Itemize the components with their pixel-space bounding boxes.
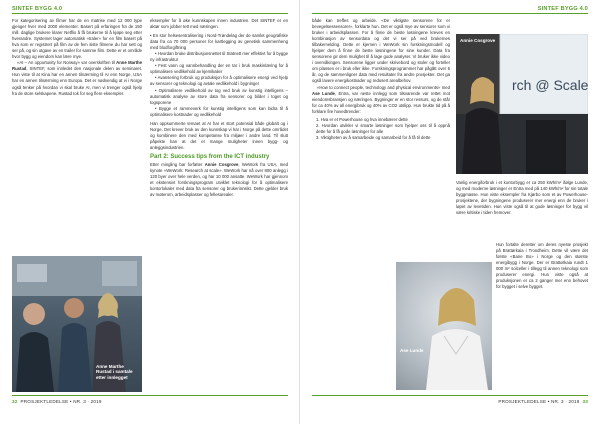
right-header-rule [312,13,588,14]
numbered-list [312,117,450,141]
bullet-item: • Avansering forbruk og produksjon for å optimalisere energi ved hjelp av sensorer og teknologi og avtale vedlikehold i bygninger [150,75,288,87]
speaker-name: Anne Marthe Rustad [12,60,142,72]
numbered-item: 3. Viktigheten av å samarbeide og samarbeid for å få til dette [316,134,431,140]
article-paragraph: For kategorisering av filmer har de en matrise med 12 000 type gjenger hver med 2000 elementer. Basert på erfaringen fra de 150 mill. daglige brukere klarer Netflix å få brukerne til å kjøpe seg etter hverandre. Systemet lager automatisk «traler» for en film basert på hva som er registrert på film av de fem siste filmene du har sett og ser på, og sin utgave av en trailer for samme film. Dette er et område hvor bygg og eiendom kan lære mye. [12,18,142,60]
article-paragraph: Vanlig energiforbruk i et kontorbygg er ca 250 kWh/m² ifølge Lunde, og med moderne løsninger er Entra med på 140 kWh/m² for sin totale byggmasse. Hun viste eksempler fra Kjørbo som et av Powerhouse-prosjektene, der bygningene produserer mer energi enn de bruker i løpet av levetiden. Hun viste også til at gode løsninger for bygg vil være kritiske i tiden fremover. [456,180,588,216]
lunde-photo-caption: Ase Lunde [400,348,424,353]
rustad-photo-caption: Anne Marthe Rustad i samtale etter innlegget [96,364,133,380]
right-footer [498,399,588,404]
left-footer [12,399,102,404]
cosgrove-photo-caption: Annie Cosgrove [460,38,496,43]
right-column-2-wrap [496,242,588,392]
article-paragraph: eksempler for å øke kunnskapen innen industrien. Det SINTEF er en aktør som jobber tett med næringen. [150,18,288,30]
right-column-2-top [456,180,588,240]
speaker-name: Ase Lunde [312,90,335,96]
cosgrove-photo [456,34,588,174]
article-paragraph: «AI – An opportunity for Norway» var overskriften til Anne Marthe Rustad, SINTEF, som innledet den nasjonale delen av seminaret. Hun viste til at Kina har en annen tilnærming til AI enn Norge, USA har en annen tilnærming enn Europa. Det er nødvendig at vi i Norge også tenker på hvordan vi skal bruke AI, men vi trenger også hjelp fra de store selskapene. Rustad tok for seg flere eksempler. [12,60,142,96]
left-column-1 [12,18,142,254]
footer-title: PROSJEKTLEDELSE • NR. 3 · 2019 [498,399,580,404]
bullet-item: • En stor helsesentralisering i Nord-Trøndelag der de samlet geografiske data fra ca 70 000 personer for kartlegging av genetisk sammenheng med blodforgiftning [150,33,288,51]
numbered-item: 2. Hvordan utvikler vi smarte løsninger som hjelper oss til å oppnå dette for å få gode løsninger for alle [316,122,450,134]
bullet-item: • Optimalisere vedlikehold av tog ved bruk av kunstig intelligens – automatisk analyse av store data fra sensorer og bilder i toget og togsporene [150,87,288,105]
speaker-name: Annie Cosgrove [204,161,239,167]
page-number: 32 [12,399,18,404]
right-footer-rule [312,395,588,396]
bullet-item: • Bygge et rammeverk for kunstig intelligens som kan bidra til å optimalisere kostnader og vedlikehold [150,105,288,117]
numbered-item: 1. Hva er et Powerhouse og hva innebærer dette [316,116,408,122]
bullet-item: • Fest vann og vannbehandling der en tar i bruk maskinlæring for å optimalisere vedlikehold av kjemikalier [150,63,288,75]
left-header-rule [12,13,288,14]
cosgrove-photo-art [456,34,588,174]
bullet-item: • Hvordan bruke distribusjonsnettet til Statnett mer effektivt for å bygge ny infrastruktur [150,51,288,63]
article-paragraph: Etter mingling bar forfatter Annie Cosgrove, WeWork fra USA, med kynote «WeWork: Research at scale». WeWork har nå over 800 anlegg i 120 byer over hele verden, og har 10 000 ansatte. WeWork har gjennom et ekstensivt forskningsprogram utviklet teknologi for å optimalisere kontorlokaler med data fra sensorer og brukerinnsikt. Dette gjelder bruk av møterom, arbeidsplasser og fellesarealer. [150,161,288,197]
left-header-tag: SINTEF BYGG 4.0 [12,6,63,12]
lunde-photo [396,262,492,390]
rustad-photo [12,256,142,392]
left-column-2 [150,18,288,392]
left-footer-rule [12,395,288,396]
stage-sign-text: rch @ Scale [512,77,588,93]
right-page [300,0,600,424]
footer-title: PROSJEKTLEDELSE • NR. 3 · 2019 [20,399,102,404]
lunde-photo-art [396,262,492,390]
right-header-tag: SINTEF BYGG 4.0 [537,6,588,12]
section-subheading: Part 2: Success tips from the ICT industry [150,153,270,160]
article-paragraph: «How to connect people, technology and physical environments» med Ase Lunde, Entra, var neste innlegg som tilsvarende var rettet mot eiendomsbransjen og næringen. Bygninger er en stor ressurs, og de står for ca 40% av all energibruk og 40% av CO2 utslipp. Hun brukte tid på å forklare fire hovedtrender: [312,84,450,114]
bullet-list [150,33,288,118]
page-number: 33 [582,399,588,404]
article-paragraph: både kan treffes og arbeide. «De viktigste sensorene for er bevegelsessensorer», forklarte hun. Det er også mye av sensorer som vi bruker i arbeidsplassen. For å finne de beste løsningene kreves en kombinasjon av sensordata og det vi ser på ved brukernes tilbakemelding. Dette er kjernen i WeWork sin forskningsmodell og hjelper dem å finne de beste løsningene for sine kunder. Data fra sensorene gir dem mulighet til å lage gode analyser. Vi bruker ikke video i overvåkingen. Sensorene ligger under skrivebord og stoler og forteller om plassen er i bruk eller ikke. Forskningsprogrammet har pågått over 5 år, og de sammenligner data med resultater fra andre prosjekter. Det ga også lavere energikostnader og redusert arealbehov. [312,18,450,84]
article-paragraph: Han oppsummerte temaet at AI har et stort potensial både globalt og i Norge. Det krever bruk av den kunnskap vi har i Norge på dette området og kombinere den med kompetanse fra miljøer i andre land. Til slutt påpekte han at det er mange muligheter innen bygg- og anleggsindustrien. [150,120,288,150]
article-paragraph: Hun fortalte deretter om deres nyeste prosjekt på Brattørkaia i Trondheim. Dette vil være det første «Bane Bo» i Norge og den største energibygg i Norge. Der er Brattørkaia rundt 1 000 m² solceller i tillegg til annen teknologi som produserer energi. Hun viste også at produksjonen er ca 2 ganger mer enn behovet for bygget i selve bygget. [496,242,588,290]
